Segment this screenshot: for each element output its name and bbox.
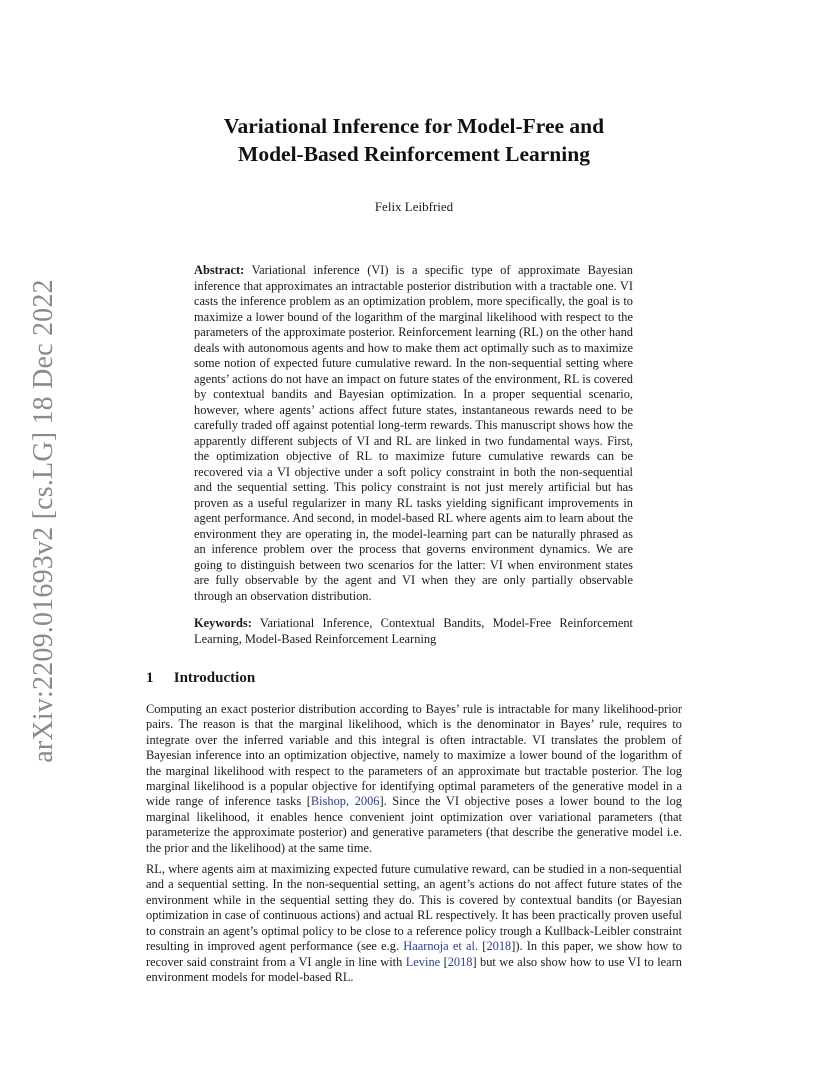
introduction-body (146, 702, 682, 991)
paper-title (146, 112, 682, 168)
keywords-text: Variational Inference, Contextual Bandits, Model-Free Reinforcement Learning, Model-Based Reinforcement Learning (194, 616, 633, 646)
arxiv-identifier-text: arXiv:2209.01693v2 [cs.LG] 18 Dec 2022 (28, 279, 60, 763)
intro-p1-text-b: ]. Since the VI objective poses a lower bound to the log marginal likelihood, it enables hence convenient joint optimization over variational parameters (that parameterize the approximate posterior) and generative parameters (that describe the generative model i.e. the prior and the likelihood) at the same time. (146, 794, 683, 855)
abstract-label: Abstract: (194, 263, 245, 277)
citation-haarnoja-authors[interactable]: Haarnoja et al. (403, 939, 479, 954)
paper-title-line-1: Variational Inference for Model-Free and (223, 114, 605, 138)
intro-p2-text-d: [ (440, 954, 448, 969)
intro-p2-text-e: ] but we also show how to use VI to learn environment models for model-based RL. (146, 954, 683, 984)
intro-p2-text-b: [ (478, 939, 487, 954)
intro-p2-text-a: RL, where agents aim at maximizing expected future cumulative reward, can be studied in a non-sequential and a sequential setting. In the non-sequential setting, an agent’s actions do not affect future states of the environment while in the sequential setting they do. This is covered by contextual bandits (or Bayesian optimization in case of continuous actions) and actual RL respectively. It has been practically proven useful to constrain an agent’s optimal policy to be close to a reference policy trough a Kullback-Leibler constraint resulting in improved agent performance (see e.g. (146, 862, 682, 954)
keywords-label: Keywords: (194, 616, 252, 630)
intro-paragraph-1 (146, 702, 682, 856)
intro-paragraph-2 (146, 862, 682, 985)
keywords-block (194, 616, 633, 647)
paper-title-line-2: Model-Based Reinforcement Learning (238, 142, 590, 166)
citation-levine-author[interactable]: Levine (405, 954, 441, 969)
section-title: Introduction (173, 670, 256, 686)
paper-author: Felix Leibfried (374, 199, 454, 214)
section-number: 1 (146, 670, 154, 686)
intro-p2-text-c: ]). In this paper, we show how to recover said constraint from a VI angle in line with (146, 939, 682, 969)
abstract-text: Variational inference (VI) is a specific type of approximate Bayesian inference that approximates an intractable posterior distribution with a tractable one. VI casts the inference problem as an optimization problem, more specifically, the goal is to maximize a lower bound of the logarithm of the marginal likelihood with respect to the parameters of the approximate posterior. Reinforcement learning (RL) on the other hand deals with autonomous agents and how to make them act optimally such as to maximize some notion of expected future cumulative reward. In the non-sequential setting where agents’ actions do not have an impact on future states of the environment, RL is covered by contextual bandits and Bayesian optimization. In a proper sequential scenario, however, where agents’ actions affect future states, instantaneous rewards need to be carefully traded off against potential long-term rewards. This manuscript shows how the apparently different subjects of VI and RL are linked in two fundamental ways. First, the optimization objective of RL to maximize future cumulative rewards can be recovered via a VI objective under a soft policy constraint in both the non-sequential and the sequential setting. This policy constraint is not just merely artificial but has proven as a useful regularizer in many RL tasks yielding significant improvements in agent performance. And second, in model-based RL where agents aim to learn about the environment they are operating in, the model-learning part can be naturally phrased as an inference problem over the process that governs environment dynamics. We are going to distinguish between two scenarios for the latter: VI when environment states are fully observable by the agent and VI when they are only partially observable through an observation distribution. (194, 263, 633, 603)
citation-haarnoja-year[interactable]: 2018 (486, 939, 512, 954)
intro-p1-text-a: Computing an exact posterior distribution according to Bayes’ rule is intractable for many likelihood-prior pairs. The reason is that the marginal likelihood, which is the denominator in Bayes’ rule, requires to integrate over the inferred variable and this integral is often intractable. VI translates the problem of Bayesian inference into an optimization objective, namely to maximize a lower bound of the logarithm of the marginal likelihood with respect to the parameters of an approximate but tractable posterior. The log marginal likelihood is a popular objective for identifying optimal parameters of the generative model in a wide range of inference tasks [ (146, 702, 682, 809)
citation-levine-year[interactable]: 2018 (447, 954, 473, 969)
citation-bishop-2006[interactable]: Bishop, 2006 (310, 794, 380, 809)
abstract-block (194, 263, 633, 604)
arxiv-identifier-stamp (16, 279, 72, 763)
section-heading (146, 668, 682, 688)
